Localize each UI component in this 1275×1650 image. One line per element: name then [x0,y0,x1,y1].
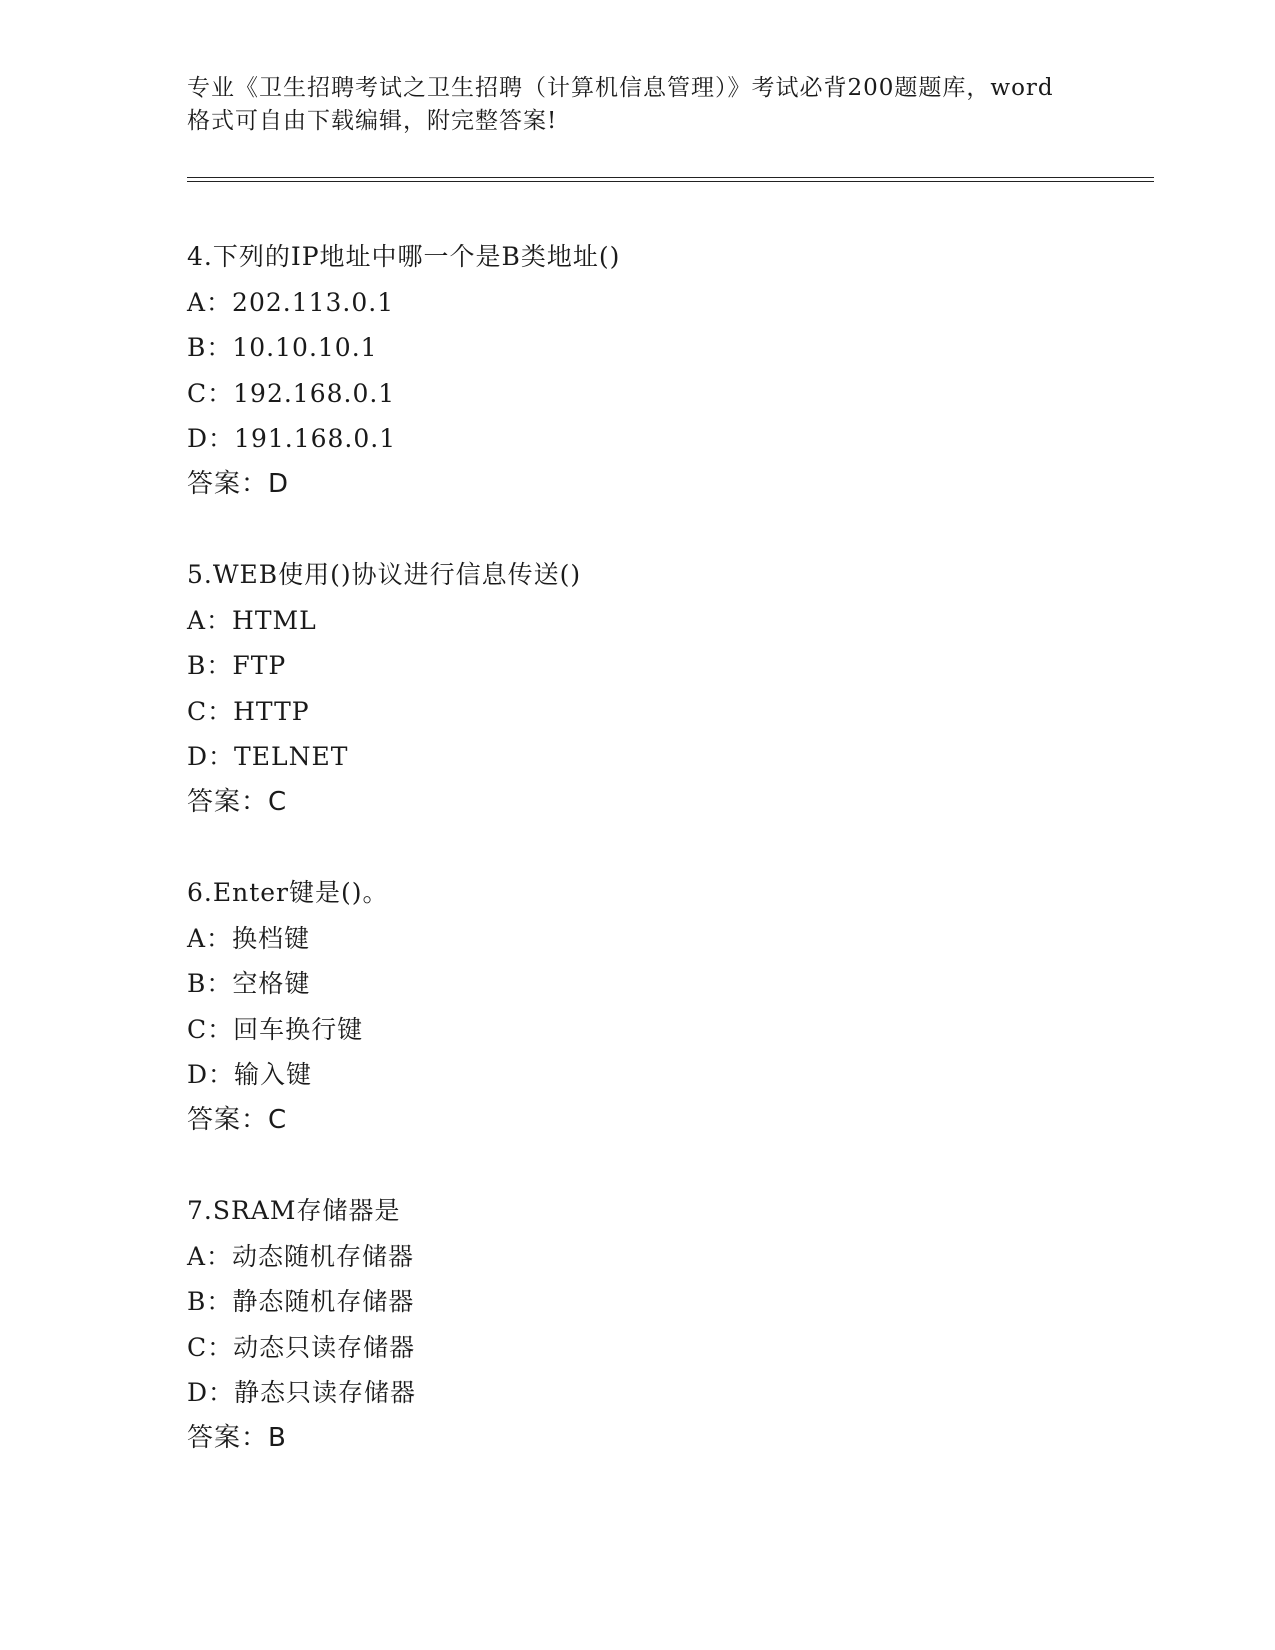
header-title-line-1: 专业《卫生招聘考试之卫生招聘（计算机信息管理）》考试必背200题题库，word [187,75,1054,101]
option-b: B：静态随机存储器 [187,1287,415,1316]
question-stem: 7.SRAM存储器是 [187,1196,401,1225]
question-list [187,234,1137,1506]
question-stem: 4.下列的IP地址中哪一个是B类地址() [187,242,621,271]
option-d: D：191.168.0.1 [187,424,397,453]
header-title-line-2: 格式可自由下载编辑，附完整答案! [187,108,558,134]
option-c: C：192.168.0.1 [187,378,396,408]
answer-line: 答案：C [187,1104,288,1135]
question-stem: 6.Enter键是()。 [187,878,389,907]
question-5 [187,552,1137,825]
option-c: C：动态只读存储器 [187,1332,416,1362]
question-6 [187,870,1137,1143]
question-4 [187,234,1137,507]
answer-line: 答案：D [187,468,290,499]
option-c: C：HTTP [187,696,310,726]
option-b: B：FTP [187,651,287,680]
option-d: D：TELNET [187,742,349,771]
option-a: A：动态随机存储器 [187,1241,415,1271]
option-a: A：换档键 [187,923,311,953]
option-a: A：202.113.0.1 [187,287,395,317]
option-d: D：静态只读存储器 [187,1378,417,1407]
answer-line: 答案：C [187,786,288,817]
option-b: B：空格键 [187,969,311,998]
option-c: C：回车换行键 [187,1014,364,1044]
question-stem: 5.WEB使用()协议进行信息传送() [187,560,582,589]
answer-line: 答案：B [187,1422,287,1453]
document-header [187,72,1087,138]
question-7 [187,1188,1137,1461]
option-d: D：输入键 [187,1060,313,1089]
option-a: A：HTML [187,605,317,635]
option-b: B：10.10.10.1 [187,333,378,362]
header-divider [187,177,1154,182]
